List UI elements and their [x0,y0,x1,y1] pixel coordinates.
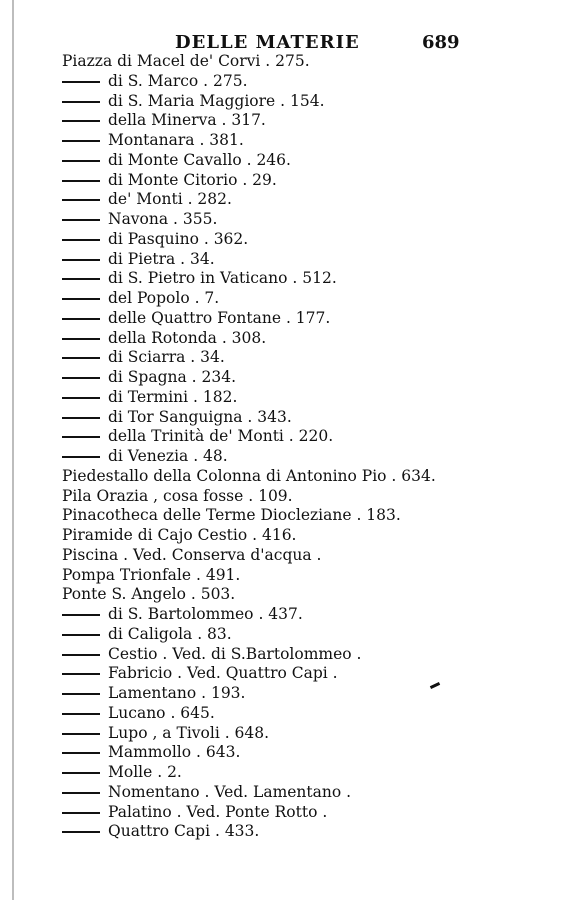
entry-text: di Termini . 182. [108,387,238,406]
ditto-dash [62,259,100,261]
ditto-dash [62,239,100,241]
entry-text: delle Quattro Fontane . 177. [108,308,331,327]
index-subentry [62,131,532,151]
index-entry [62,487,532,507]
index-subentry [62,783,532,803]
index-subentry [62,388,532,408]
index-subentry [62,684,532,704]
entry-text: Navona . 355. [108,210,218,228]
entry-text: Montanara . 381. [108,131,244,149]
entry-text: Piramide di Cajo Cestio . 416. [62,526,297,544]
index-subentry [62,230,532,250]
index-subentry [62,269,532,289]
ditto-dash [62,199,100,201]
ditto-dash [62,180,100,182]
index-entry [62,585,532,605]
entry-text: di S. Bartolommeo . 437. [108,605,303,623]
ditto-dash [62,456,100,458]
ditto-dash [62,278,100,280]
ditto-dash [62,377,100,379]
index-list [62,52,532,842]
entry-text: Molle . 2. [108,763,182,781]
ditto-dash [62,120,100,122]
index-subentry [62,368,532,388]
ditto-dash [62,160,100,162]
entry-text: di S. Maria Maggiore . 154. [108,91,325,110]
entry-text: di S. Pietro in Vaticano . 512. [108,269,337,288]
index-subentry [62,803,532,823]
index-subentry [62,250,532,270]
index-subentry [62,427,532,447]
ditto-dash [62,693,100,695]
entry-text: di Tor Sanguigna . 343. [108,407,292,426]
ditto-dash [62,654,100,656]
ditto-dash [62,357,100,359]
entry-text: Piscina . Ved. Conserva d'acqua . [62,545,322,564]
entry-text: Lamentano . 193. [108,684,246,702]
index-subentry [62,92,532,112]
index-entry [62,546,532,566]
entry-text: della Rotonda . 308. [108,328,267,347]
index-subentry [62,72,532,92]
index-subentry [62,329,532,349]
entry-text: de' Monti . 282. [108,190,232,209]
entry-text: di Spagna . 234. [108,368,237,386]
running-title: DELLE MATERIE [175,32,360,53]
index-entry [62,52,532,72]
entry-text: di Sciarra . 34. [108,348,225,367]
index-subentry [62,111,532,131]
entry-text: Pila Orazia , cosa fosse . 109. [62,486,293,505]
entry-text: Lupo , a Tivoli . 648. [108,723,270,742]
index-subentry [62,309,532,329]
ditto-dash [62,436,100,438]
entry-text: Palatino . Ved. Ponte Rotto . [108,802,328,821]
page-number: 689 [422,32,460,53]
entry-text: Lucano . 645. [108,703,215,722]
index-subentry [62,625,532,645]
entry-text: Fabricio . Ved. Quattro Capi . [108,664,338,683]
index-subentry [62,348,532,368]
ditto-dash [62,219,100,221]
entry-text: di S. Marco . 275. [108,71,248,90]
entry-text: della Minerva . 317. [108,111,266,130]
ditto-dash [62,397,100,399]
index-subentry [62,822,532,842]
index-subentry [62,605,532,625]
ditto-dash [62,81,100,83]
index-entry [62,566,532,586]
entry-text: Mammollo . 643. [108,743,241,762]
index-subentry [62,289,532,309]
index-subentry [62,210,532,230]
entry-text: del Popolo . 7. [108,289,220,307]
ditto-dash [62,792,100,794]
page-edge-line [12,0,14,900]
ditto-dash [62,318,100,320]
index-subentry [62,447,532,467]
entry-text: di Caligola . 83. [108,624,232,643]
ditto-dash [62,140,100,142]
entry-text: di Monte Citorio . 29. [108,170,277,189]
entry-text: Piedestallo della Colonna di Antonino Pio . 634. [62,466,436,485]
index-subentry [62,190,532,210]
ditto-dash [62,614,100,616]
index-subentry [62,724,532,744]
entry-text: Nomentano . Ved. Lamentano . [108,782,352,801]
index-subentry [62,151,532,171]
ditto-dash [62,338,100,340]
entry-text: Ponte S. Angelo . 503. [62,585,236,604]
entry-text: di Venezia . 48. [108,447,228,465]
entry-text: di Monte Cavallo . 246. [108,150,291,169]
entry-text: Quattro Capi . 433. [108,822,260,841]
index-subentry [62,408,532,428]
page-header [0,30,561,54]
entry-text: di Pasquino . 362. [108,229,249,248]
index-subentry [62,763,532,783]
entry-text: Cestio . Ved. di S.Bartolommeo . [108,644,362,663]
ditto-dash [62,634,100,636]
ditto-dash [62,673,100,675]
index-subentry [62,171,532,191]
ditto-dash [62,733,100,735]
entry-text: della Trinità de' Monti . 220. [108,427,334,446]
index-entry [62,506,532,526]
ditto-dash [62,417,100,419]
ditto-dash [62,752,100,754]
ditto-dash [62,713,100,715]
index-subentry [62,743,532,763]
ditto-dash [62,812,100,814]
entry-text: Piazza di Macel de' Corvi . 275. [62,52,310,70]
entry-text: Pinacotheca delle Terme Diocleziane . 183. [62,506,401,525]
index-subentry [62,704,532,724]
index-entry [62,467,532,487]
ditto-dash [62,298,100,300]
index-subentry [62,664,532,684]
entry-text: di Pietra . 34. [108,249,215,268]
ditto-dash [62,101,100,103]
index-subentry [62,645,532,665]
index-entry [62,526,532,546]
entry-text: Pompa Trionfale . 491. [62,565,241,584]
ditto-dash [62,831,100,833]
ditto-dash [62,772,100,774]
